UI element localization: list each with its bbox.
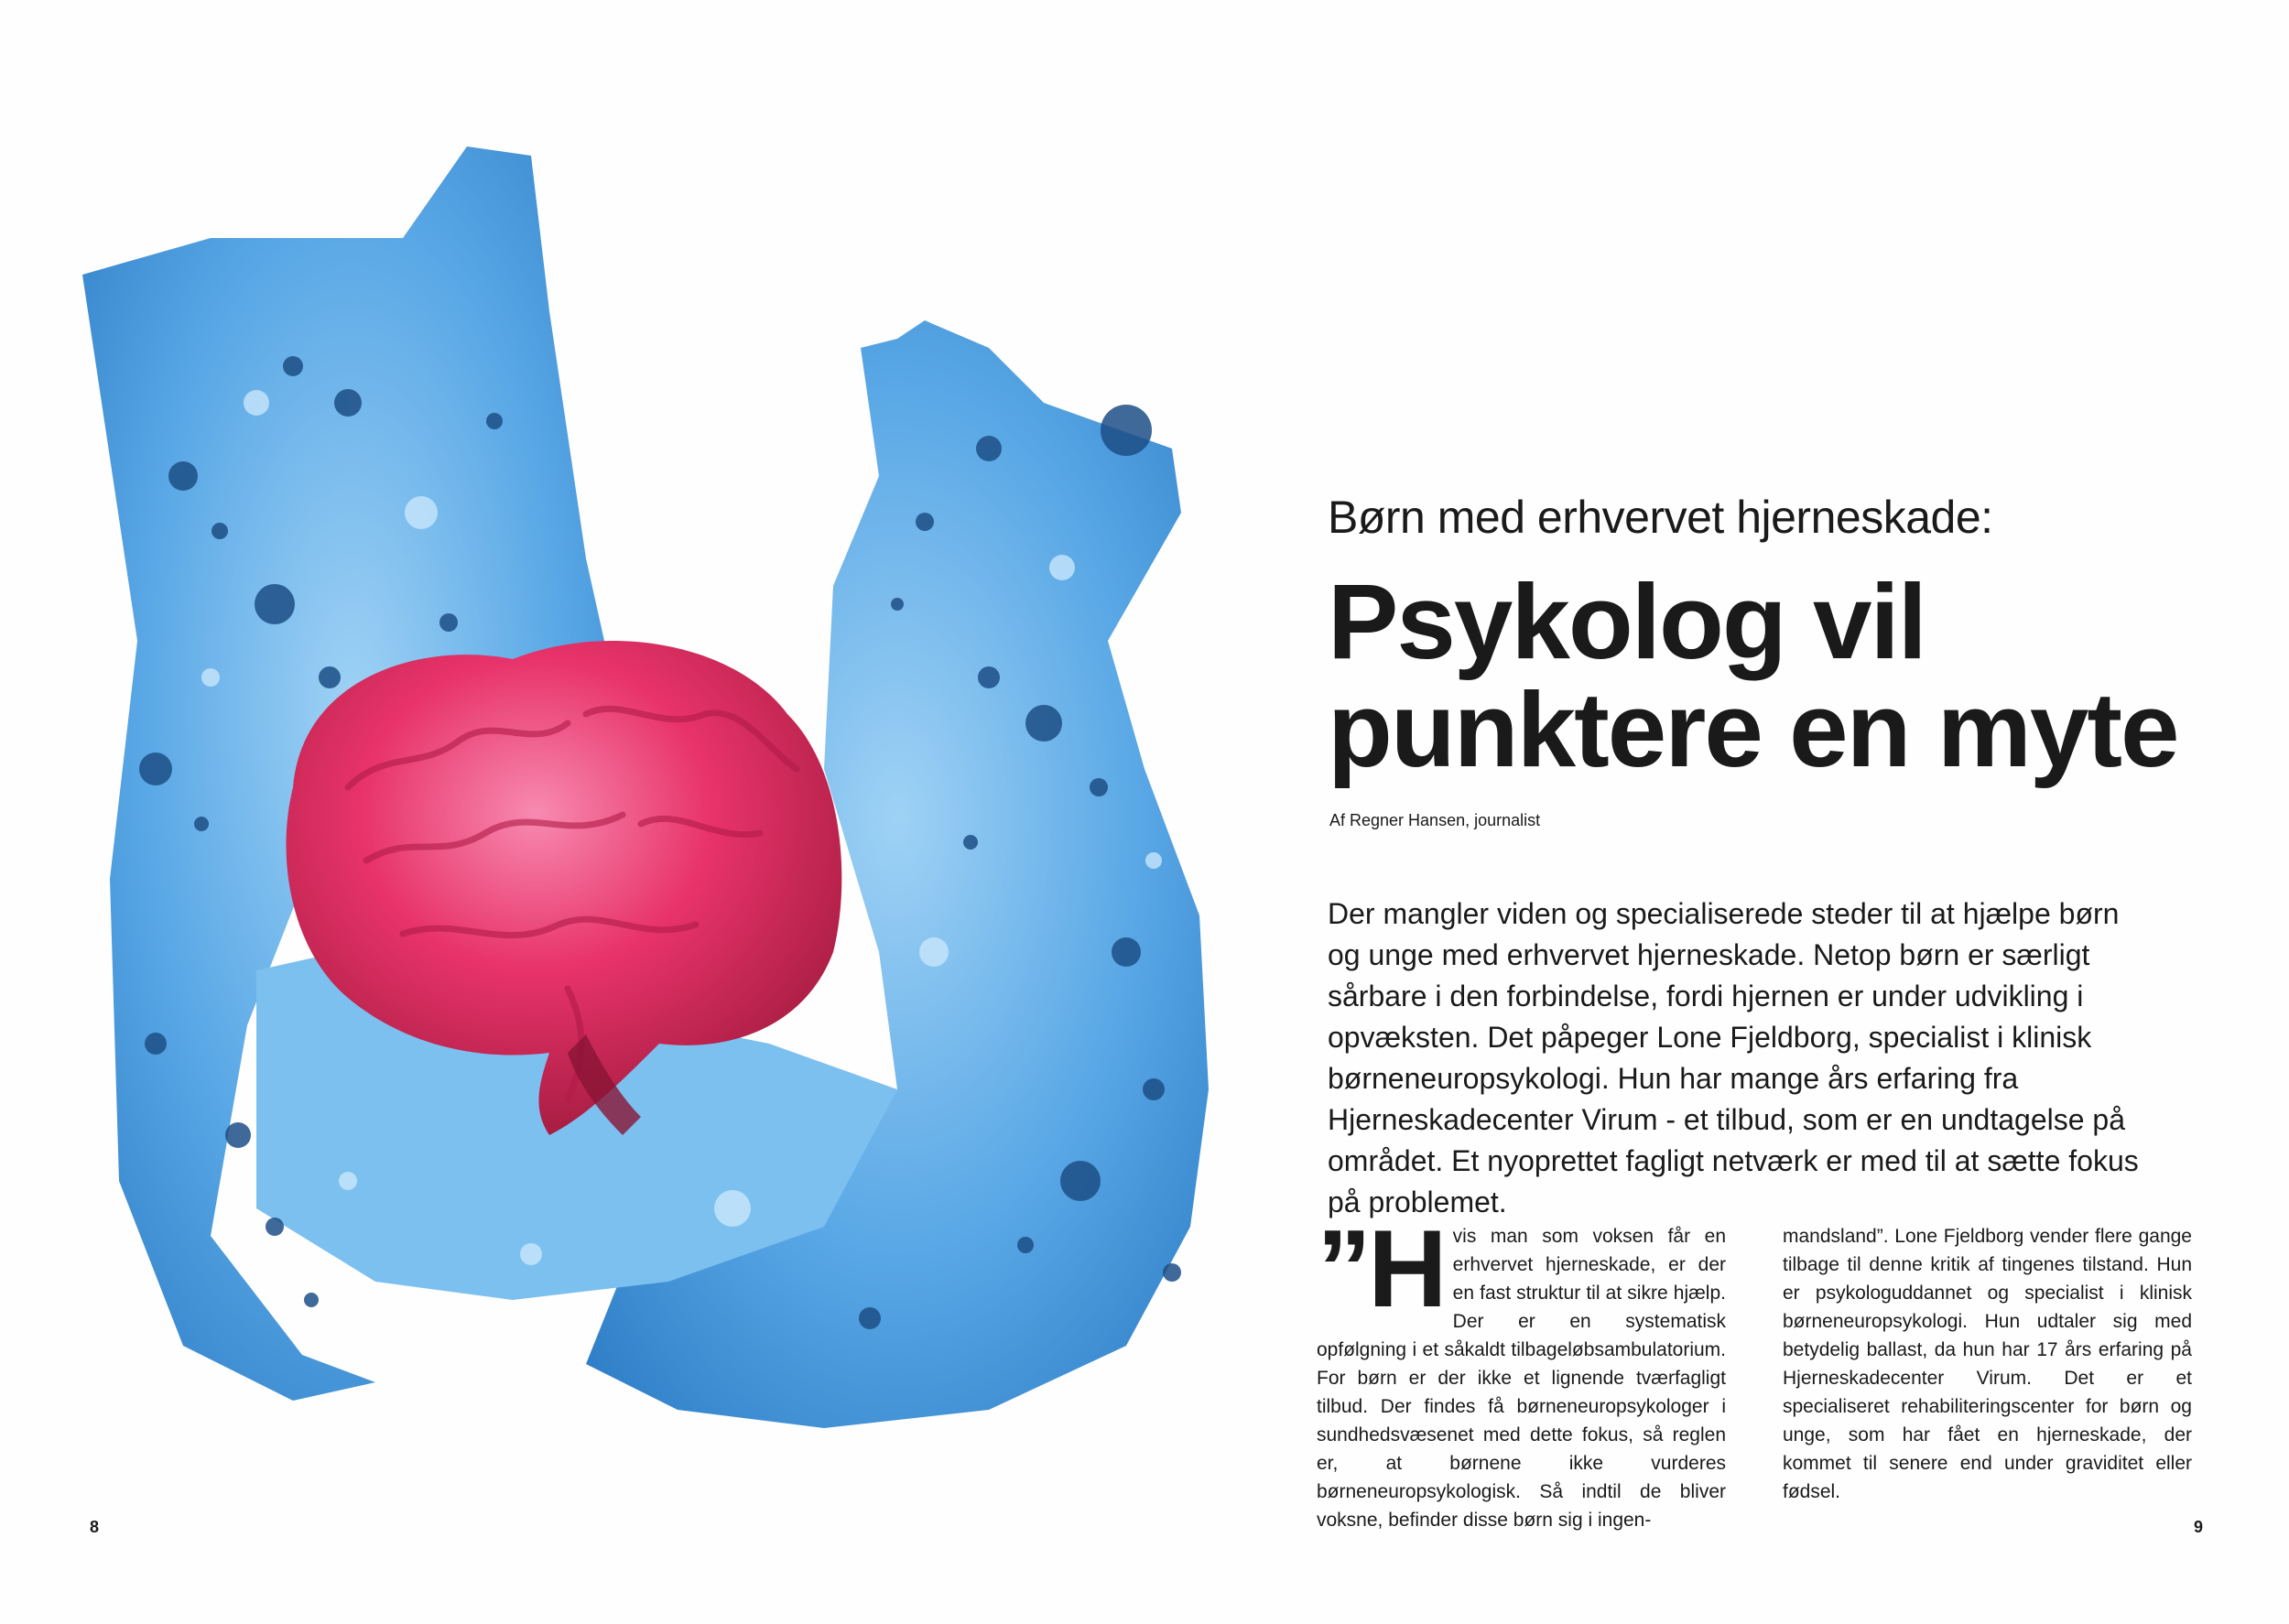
- article-lead: Der mangler viden og specialiserede steder til at hjælpe børn og unge med erhvervet hjerneskade. Netop børn er særligt sårbare i den forbindelse, fordi hjernen er under udvikling i opvæksten. Det påpeger Lone Fjeldborg, specialist i klinisk børneneuropsykologi. Hun har mange års erfaring fra Hjerneskadecenter Virum - et tilbud, som er en undtagelse på området. Et nyoprettet fagligt netværk er med til at sætte fokus på problemet.: [1328, 897, 2139, 1218]
- body-column-2-text: mandsland”. Lone Fjeldborg vender flere gange tilbage til denne kritik af tingenes tilstand. Hun er psykologuddannet og specialist i klinisk børneneuropsykologi. Hun udtaler sig med betydelig ballast, da hun har 17 års erfaring på Hjerneskadecenter Virum. Det er et specialiseret rehabiliteringscenter for børn og unge, som har fået en hjerneskade, der kommet til senere end under graviditet eller fødsel.: [1783, 1226, 2192, 1502]
- hands-holding-brain-illustration: [73, 128, 1245, 1456]
- article-title: [1328, 562, 2243, 789]
- drop-cap: ”H: [1317, 1207, 1444, 1330]
- page-number-right: 9: [2194, 1518, 2204, 1536]
- body-column-2: [1783, 1222, 2192, 1506]
- article-subtitle: Børn med erhvervet hjerneskade:: [1328, 492, 1993, 543]
- page-number-left: 8: [90, 1518, 100, 1536]
- title-line-1: Psykolog vil: [1328, 562, 1926, 681]
- title-line-2: punktere en myte: [1328, 670, 2178, 789]
- article-byline: Af Regner Hansen, journalist: [1329, 811, 1541, 829]
- body-column-1: [1317, 1207, 1726, 1534]
- body-column-1-text: vis man som voksen får en erhvervet hjerneskade, er der en fast struktur til at sikre hjælp. Der er en systematisk opfølgning i et såkaldt tilbageløbsambulatorium. For børn er der ikke et lignende tværfagligt tilbud. Der findes få børneneuropsykologer i sundhedsvæsenet med dette fokus, så reglen er, at børnene ikke vurderes børneneuropsykologisk. Så indtil de bliver voksne, befinder disse børn sig i ingen-: [1317, 1226, 1726, 1531]
